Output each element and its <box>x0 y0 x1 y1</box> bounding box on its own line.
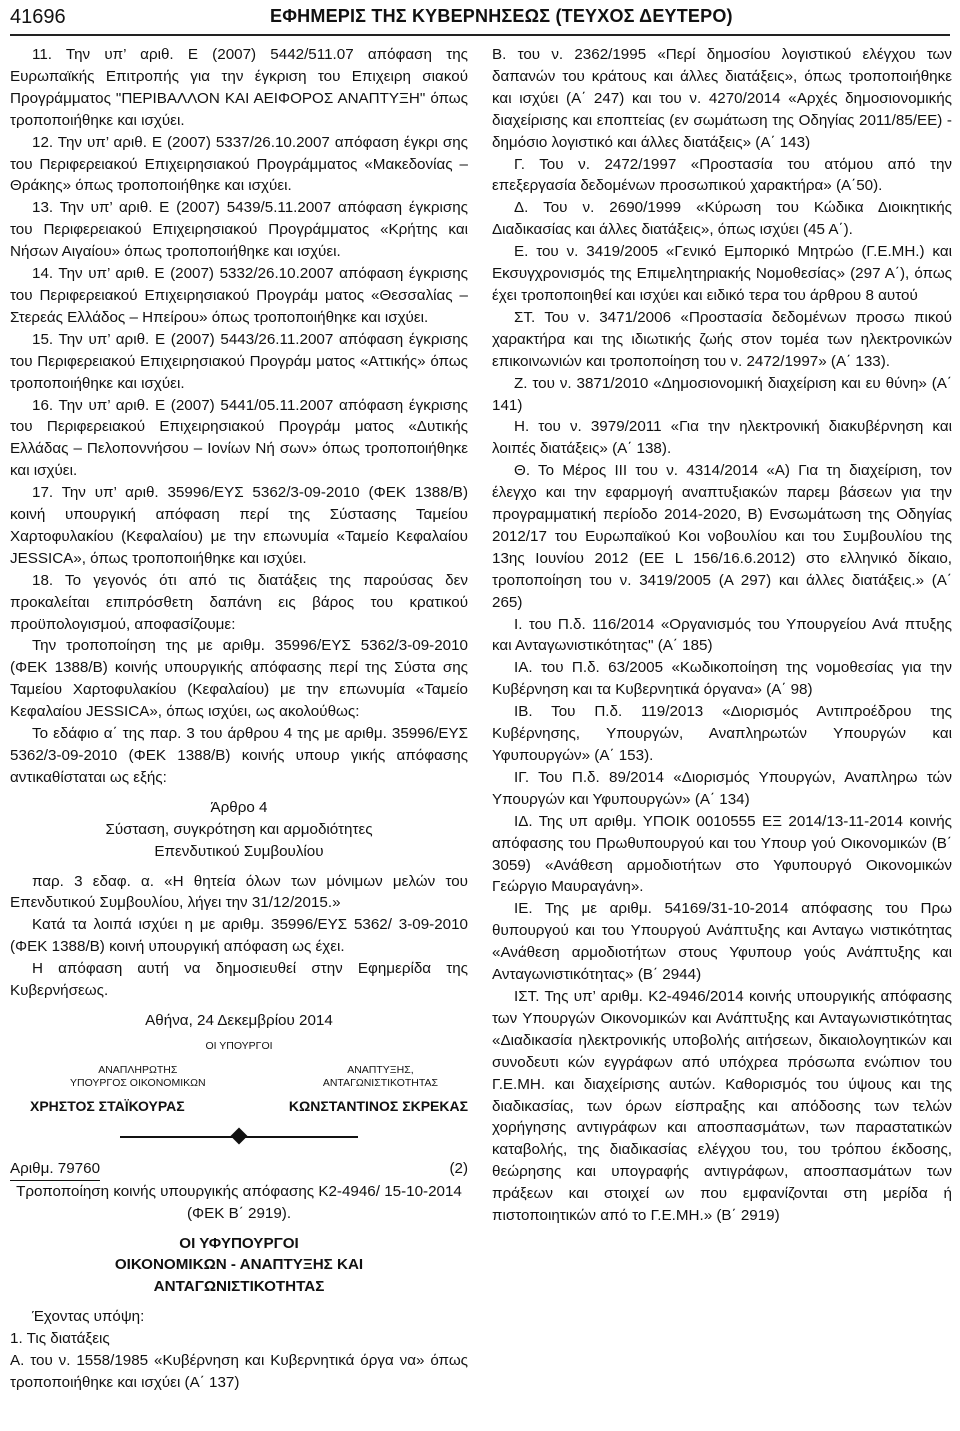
right-item: ΙΓ. Του Π.δ. 89/2014 «Διορισμός Υπουργών, Αναπληρω τών Υπουργών και Υφυπουργών» (Α΄ 134) <box>492 768 952 808</box>
signatory-1-title: ΑΝΑΠΛΗΡΩΤΗΣ ΥΠΟΥΡΓΟΣ ΟΙΚΟΝΟΜΙΚΩΝ <box>70 1063 206 1089</box>
left-item: 11. Την υπ’ αριθ. Ε (2007) 5442/511.07 απόφαση της Ευρωπαϊκής Επιτροπής για την έγκριση του Επιχειρη σιακού Προγράμματος "ΠΕΡΙΒΑΛΛΟΝ ΚΑΙ ΑΕΙΦΟΡΟΣ ΑΝΑΠΤΥΞΗ" όπως τροποποιήθηκε και ισχύει. <box>10 46 468 129</box>
left-item: 15. Την υπ’ αριθ. Ε (2007) 5443/26.11.2007 απόφαση έγκρισης του Περιφερειακού Επιχειρησιακού Προγράμ ματος «Αττικής» όπως τροποποιήθηκε και ισχύει. <box>10 330 468 392</box>
right-column <box>492 44 952 1227</box>
left-item: 16. Την υπ’ αριθ. Ε (2007) 5441/05.11.2007 απόφαση έγκρισης του Περιφερειακού Επιχειρησιακού Προγράμ ματος «Δυτικής Ελλάδας – Πελοποννήσου – Ιονίων Νή σων» όπως τροποποιήθηκε και ισχύει. <box>10 396 468 480</box>
article-text: παρ. 3 εδαφ. α. «Η θητεία όλων των μόνιμων μελών του Επενδυτικού Συμβουλίου, λήγει την 31/12/2015.» <box>10 872 468 912</box>
signatory-2-title: ΑΝΑΠΤΥΞΗΣ, ΑΝΤΑΓΩΝΙΣΤΙΚΟΤΗΤΑΣ <box>322 1063 438 1089</box>
right-item: Δ. Του ν. 2690/1999 «Κύρωση του Κώδικα Διοικητικής Διαδικασίας και άλλες διατάξεις», όπως ισχύει (45 Α΄). <box>492 199 952 239</box>
header-rule <box>10 34 950 36</box>
right-item: Ε. του ν. 3419/2005 «Γενικό Εμπορικό Μητρώο (Γ.Ε.ΜΗ.) και Εκσυγχρονισμός της Επιμελητηριακής Νομοθεσίας» (297 Α΄), όπως έχει τροποποιηθεί και ισχύει και ειδικό τερα του άρθρου 8 αυτού <box>492 243 952 304</box>
decision-sequence: (2) <box>449 1159 468 1177</box>
right-item: ΣΤ. Του ν. 3471/2006 «Προστασία δεδομένων προσω πικού χαρακτήρα και της ιδιωτικής ζωής στον τομέα των ηλεκτρονικών επικοινωνιών και τροποποίηση του ν. 2472/1997» (Α΄ 133). <box>492 308 952 370</box>
issuer-line-2: ΟΙΚΟΝΟΜΙΚΩΝ - ΑΝΑΠΤΥΞΗΣ ΚΑΙ <box>114 1256 364 1274</box>
article-title: Άρθρο 4 <box>210 798 268 816</box>
left-item: 13. Την υπ’ αριθ. Ε (2007) 5439/5.11.2007 απόφαση έγκρισης του Περιφερειακού Επιχειρησιακού Προγράμματος «Κρήτης και Νήσων Αιγαίου» όπως τροποποιήθηκε και ισχύει. <box>10 199 468 261</box>
right-item: Β. του ν. 2362/1995 «Περί δημοσίου λογιστικού ελέγχου των δαπανών του κράτους και άλλες διατάξεις», όπως τροποποιήθηκε και ισχύει (Α΄ 247) και του ν. 4270/2014 «Αρχές δημοσιονομικής διαχείρισης και εποπτείας (εν σωμάτωση της Οδηγίας 2011/85/ΕΕ) - δημόσιο λογιστικό και άλλες διατάξεις» (Α΄ 143) <box>492 46 952 151</box>
signatory-2-name: ΚΩΝΣΤΑΝΤΙΝΟΣ ΣΚΡΕΚΑΣ <box>288 1097 468 1114</box>
right-item: ΙΣΤ. Της υπ’ αριθμ. Κ2-4946/2014 κοινής υπουργικής απόφασης των Υπουργών Οικονομικών και Ανάπτυξης και Ανταγωνιστικότητας «Διαδικασία ηλεκτρονικής υποβολής αιτήσεων, δικαιολογητικών και συνοδευτι κών εγγράφων από υπόχρεα πρόσωπα ενώπιον του Γ.Ε.ΜΗ. και διαχείρισης αυτών. Καθορισμός του ύψους και της διαδικασίας, των όρων είσπραξης και απόδοσης των τελών χορήγησης αντιγράφων και αποσπασμάτων, των παραστατικών καταβολής, της διαδικασίας ελέγχου του, του τρόπου έκδοσης, θεώρησης και υπογραφής αντιγράφων, αποσπασμάτων των πράξεων και στοιχεί ων που εμφανίζονται στη μερίδα ή πιστοποιητικών από το Γ.Ε.ΜΗ.» (Β΄ 2919) <box>492 987 952 1225</box>
right-item: ΙΒ. Του Π.δ. 119/2013 «Διορισμός Αντιπροέδρου της Κυβέρνησης, Υπουργών, Αναπληρωτών Υπουργών και Υφυπουργών» (Α΄ 153). <box>492 703 952 764</box>
signature-titles <box>10 1064 468 1090</box>
journal-title: ΕΦΗΜΕΡΙΣ ΤΗΣ ΚΥΒΕΡΝΗΣΕΩΣ (ΤΕΥΧΟΣ ΔΕΥΤΕΡΟ) <box>270 6 733 26</box>
right-item: ΙΔ. Της υπ αριθμ. ΥΠΟΙΚ 0010555 ΕΞ 2014/13-11-2014 κοινής απόφασης του Πρωθυπουργού και του Υπουρ γού Οικονομικών (Β΄ 3059) «Ανάθεση αρμοδιοτήτων στο Υφυπουργό Οικονομικών Γεώργιο Μαυραγάνη». <box>492 812 952 896</box>
provision-a: Α. του ν. 1558/1985 «Κυβέρνηση και Κυβερνητικά όργα να» όπως τροποποιήθηκε και ισχύει (Α΄ 137) <box>10 1352 468 1391</box>
publish-text: Η απόφαση αυτή να δημοσιευθεί στην Εφημερίδα της Κυβερνήσεως. <box>10 960 468 1000</box>
right-item: Θ. Το Μέρος ΙΙΙ του ν. 4314/2014 «Α) Για τη διαχείριση, τον έλεγχο και την εφαρμογή αναπτυξιακών παρεμ βάσεων για την προγραμματική περίοδο 2014-2020, Β) Ενσωμάτωση της Οδηγίας 2012/17 του Ευρωπαϊκού Κοι νοβουλίου και του Συμβουλίου της 13ης Ιουνίου 2012 (ΕΕ L 156/16.6.2012) στο ελληνικό δίκαιο, τροποποίηση του ν. 3419/2005 (Α 297) και άλλες διατάξεις.» (Α΄ 265) <box>492 462 952 611</box>
issuer-line-3: ΑΝΤΑΓΩΝΙΣΤΙΚΟΤΗΤΑΣ <box>153 1278 325 1296</box>
left-item: 14. Την υπ’ αριθ. Ε (2007) 5332/26.10.2007 απόφαση έγκρισης του Περιφερειακού Επιχειρησιακού Προγράμ ματος «Θεσσαλίας – Στερεάς Ελλάδος – Ηπείρου» όπως τροποποιήθηκε και ισχύει. <box>10 265 468 326</box>
provisions-heading: 1. Τις διατάξεις <box>10 1330 110 1348</box>
having-regard: Έχοντας υπόψη: <box>32 1308 145 1326</box>
decision-number-row <box>10 1158 468 1181</box>
left-column <box>10 44 468 1394</box>
right-item: Ζ. του ν. 3871/2010 «Δημοσιονομική διαχείριση και ευ θύνη» (Α΄ 141) <box>492 374 952 414</box>
left-item: 12. Την υπ’ αριθ. Ε (2007) 5337/26.10.2007 απόφαση έγκρι σης του Περιφερειακού Επιχειρησιακού Προγράμματος «Μακεδονίας – Θράκης» όπως τροποποιήθηκε και ισχύει. <box>10 133 468 195</box>
ministers-label: ΟΙ ΥΠΟΥΡΓΟΙ <box>205 1039 273 1052</box>
right-item: Η. του ν. 3979/2011 «Για την ηλεκτρονική διακυβέρνηση και λοιπές διατάξεις» (Α΄ 138). <box>492 418 952 458</box>
date-line: Αθήνα, 24 Δεκεμβρίου 2014 <box>145 1011 333 1029</box>
page-header <box>10 4 955 34</box>
right-item: Ι. του Π.δ. 116/2014 «Οργανισμός του Υπουργείου Ανά πτυξης και Ανταγωνιστικότητας" (Α΄ 185) <box>492 615 952 655</box>
left-item: 18. Το γεγονός ότι από τις διατάξεις της παρούσας δεν προκαλείται επιπρόσθετη δαπάνη εις βάρος του κρατικού προϋπολογισμού, αποφασίζουμε: <box>10 571 468 633</box>
issuer-line-1: ΟΙ ΥΦΥΠΟΥΡΓΟΙ <box>179 1234 299 1252</box>
right-item: ΙΑ. του Π.δ. 63/2005 «Κωδικοποίηση της νομοθεσίας για την Κυβέρνηση και τα Κυβερνητικά όργανα» (Α΄ 98) <box>492 659 952 699</box>
signature-names <box>10 1096 468 1118</box>
page-number: 41696 <box>10 6 66 28</box>
decision-subject: Τροποποίηση κοινής υπουργικής απόφασης Κ2-4946/ 15-10-2014 (ΦΕΚ Β΄ 2919). <box>16 1182 462 1222</box>
left-item: 17. Την υπ’ αριθ. 35996/ΕΥΣ 5362/3-09-2010 (ΦΕΚ 1388/Β) κοινή υπουργική απόφαση περί της Σύστασης Ταμείου Χαρτοφυλακίου (Κεφαλαίου) με την επωνυμία «Ταμείο Κεφαλαίου JESSICA», όπως τροποποιήθηκε και ισχύει. <box>10 484 468 567</box>
diamond-icon <box>231 1127 248 1144</box>
section-divider <box>10 1128 468 1146</box>
decision-text: Την τροποποίηση της με αριθμ. 35996/ΕΥΣ 5362/3-09-2010 (ΦΕΚ 1388/Β) κοινής υπουργικής απόφασης περί της Σύστα σης Ταμείου Χαρτοφυλακίου (Κεφαλαίου) με την επωνυμία «Ταμείο Κεφαλαίου JESSICA», όπως ισχύει, ως ακολούθως: <box>10 637 468 721</box>
article-subtitle-1: Σύσταση, συγκρότηση και αρμοδιότητες <box>105 820 373 838</box>
signatory-1-name: ΧΡΗΣΤΟΣ ΣΤΑΪΚΟΥΡΑΣ <box>30 1097 185 1114</box>
decision-number: Αριθμ. 79760 <box>10 1158 100 1181</box>
rest-text: Κατά τα λοιπά ισχύει η με αριθμ. 35996/ΕΥΣ 5362/ 3-09-2010 (ΦΕΚ 1388/Β) κοινή υπουργική απόφαση ως έχει. <box>10 916 468 956</box>
right-item: Γ. Του ν. 2472/1997 «Προστασία του ατόμου από την επεξεργασία δεδομένων προσωπικού χαρακτήρα» (Α΄50). <box>492 155 952 195</box>
right-item: ΙΕ. Της με αριθμ. 54169/31-10-2014 απόφασης του Πρω θυπουργού και του Υπουργού Ανάπτυξης και Ανταγω νιστικότητας «Ανάθεση αρμοδιοτήτων στους Υφυπουρ γούς Ανάπτυξης και Ανταγωνιστικότητας» (Β΄ 2944) <box>492 900 952 984</box>
article-subtitle-2: Επενδυτικού Συμβουλίου <box>154 842 324 860</box>
replace-paragraph: Το εδάφιο α΄ της παρ. 3 του άρθρου 4 της με αριθμ. 35996/ΕΥΣ 5362/3-09-2010 (ΦΕΚ 1388/Β) κοινής υπουρ γικής απόφασης αντικαθίσταται ως εξής: <box>10 725 468 786</box>
